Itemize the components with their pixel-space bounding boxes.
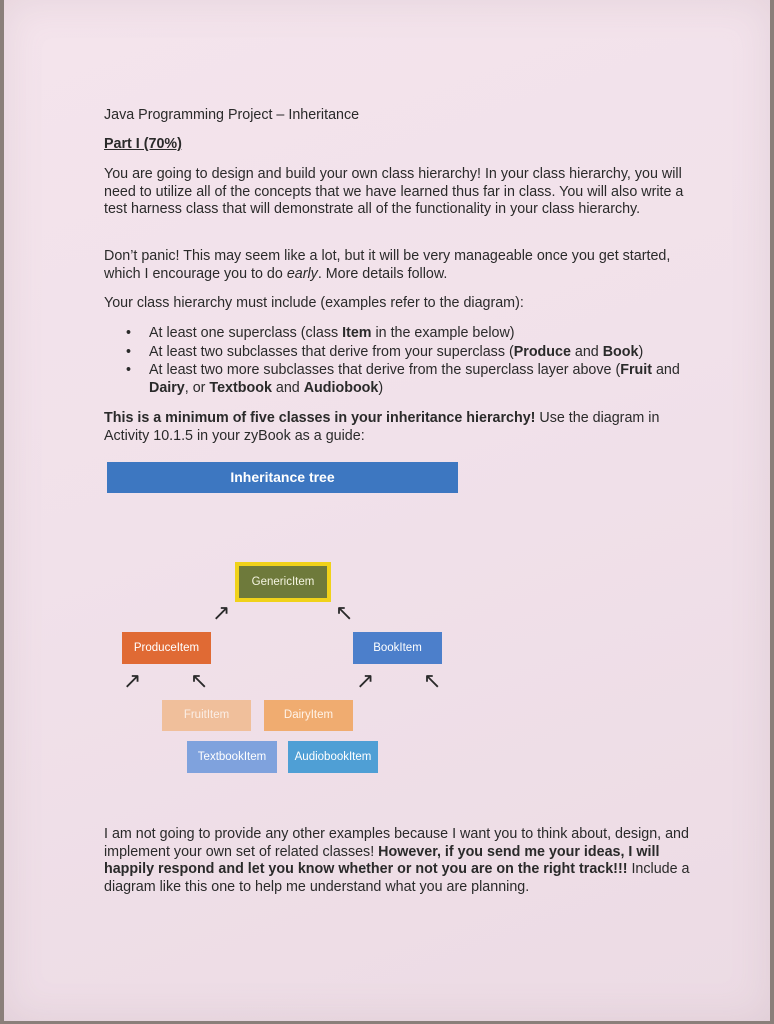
list-item: • At least two subclasses that derive from your superclass (Produce and Book) [104,344,694,362]
list-item: • At least two more subclasses that derive from the superclass layer above (Fruit and Dairy, or Textbook and Audiobook) [104,362,694,397]
arrow-up-left-icon: ↖ [190,668,209,693]
minimum-classes-paragraph: This is a minimum of five classes in your inheritance hierarchy! Use the diagram in Activity 10.1.5 in your zyBook as a guide: [104,410,660,444]
arrow-up-left-icon: ↖ [423,668,442,693]
dont-panic-paragraph: Don’t panic! This may seem like a lot, but it will be very manageable once you get started, which I encourage you to do early. More details follow. [104,248,671,282]
fruit-item-box: FruitItem [162,700,251,731]
part-heading: Part I (70%) [104,136,182,152]
requirements-list [104,325,694,398]
inheritance-tree-banner: Inheritance tree [107,462,458,493]
book-item-box: BookItem [353,632,442,664]
document-title: Java Programming Project – Inheritance [104,107,360,123]
document-page [4,0,770,1021]
produce-item-box: ProduceItem [122,632,211,664]
textbook-item-box: TextbookItem [187,741,277,773]
requirements-intro: Your class hierarchy must include (examples refer to the diagram): [104,295,524,311]
audiobook-item-box: AudiobookItem [288,741,378,773]
closing-paragraph: I am not going to provide any other examples because I want you to think about, design, and implement your own set of related classes! However, if you send me your ideas, I will happily respond and let you know whether or not you are on the right track!!! Include a diagram like this one to help me understand what you are planning. [104,826,690,895]
dairy-item-box: DairyItem [264,700,353,731]
list-item: • At least one superclass (class Item in the example below) [104,325,694,343]
arrow-up-right-icon: ↗ [212,600,231,625]
arrow-up-left-icon: ↖ [335,600,354,625]
intro-paragraph: You are going to design and build your own class hierarchy! In your class hierarchy, you will need to utilize all of the concepts that we have learned thus far in class. You will also write a test harness class that will demonstrate all of the functionality in your class hierarchy. [104,166,684,217]
arrow-up-right-icon: ↗ [356,668,375,693]
arrow-up-right-icon: ↗ [123,668,142,693]
generic-item-box: GenericItem [235,562,331,602]
